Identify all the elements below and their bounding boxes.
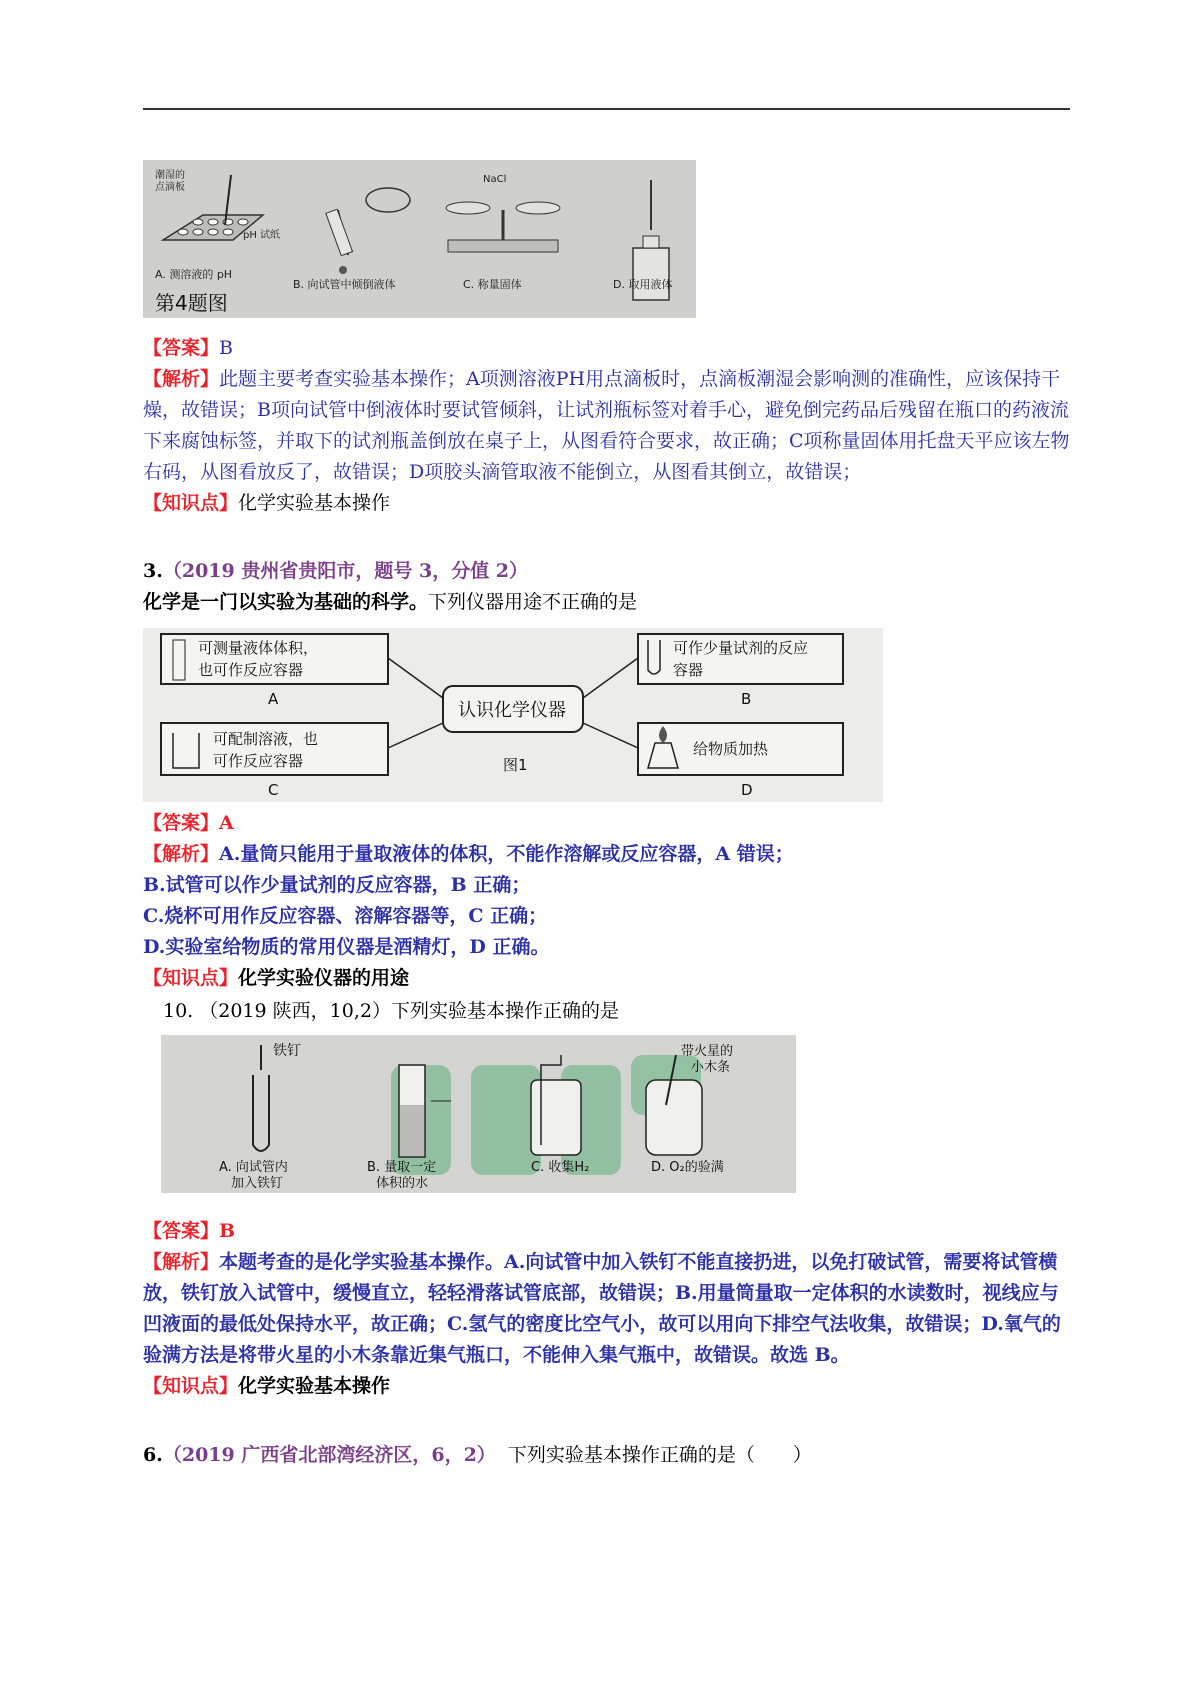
header-rule (143, 108, 1070, 110)
fig4-caption-b: B. 向试管中倾倒液体 (293, 278, 396, 291)
q3-analysis-line-1: 【解析】A.量筒只能用于量取液体的体积，不能作溶解或反应容器，A 错误； (143, 843, 794, 865)
q10-knowledge: 【知识点】化学实验基本操作 (143, 1375, 391, 1397)
svg-text:可作反应容器: 可作反应容器 (213, 752, 304, 770)
svg-text:可配制溶液，也: 可配制溶液，也 (213, 730, 319, 748)
q3-answer-block (143, 808, 1073, 994)
q10-splint-label: 带火星的 (681, 1044, 734, 1059)
svg-text:点滴板: 点滴板 (155, 182, 185, 193)
figure-q10-image (161, 1035, 796, 1193)
figure-q3-caption: 图1 (503, 756, 528, 774)
q3-analysis-line-3: C.烧杯可用作反应容器、溶解容器等，C 正确； (143, 905, 548, 927)
instrument-label-c: C (268, 781, 279, 799)
q10-answer-block (143, 1216, 1073, 1402)
center-text: 认识化学仪器 (458, 700, 566, 721)
q10-answer: 【答案】B (143, 1220, 236, 1242)
svg-text:体积的水: 体积的水 (376, 1176, 429, 1191)
instrument-label-b: B (741, 690, 752, 708)
q10-caption-b: B. 量取一定 (367, 1160, 437, 1175)
svg-text:可作少量试剂的反应: 可作少量试剂的反应 (673, 639, 809, 657)
q2-answer-block (143, 333, 1073, 519)
svg-text:可测量液体体积，: 可测量液体体积， (198, 639, 319, 657)
svg-text:给物质加热: 给物质加热 (693, 740, 769, 758)
q3-analysis-line-2: B.试管可以作少量试剂的反应容器，B 正确； (143, 874, 531, 896)
fig4-label-plate: 潮湿的 (155, 170, 185, 181)
q3-heading: 3.（2019 贵州省贵阳市，题号 3，分值 2） 化学是一门以实验为基础的科学。下列仪器用途不正确的是 (143, 560, 638, 613)
figure-q4-image (143, 160, 696, 318)
svg-text:NaCl: NaCl (483, 174, 507, 185)
svg-text:容器: 容器 (673, 661, 704, 679)
fig4-caption-d: D. 取用液体 (613, 278, 673, 291)
q10-analysis: 【解析】本题考查的是化学实验基本操作。A.向试管中加入铁钉不能直接扔进，以免打破试管，需要将试管横放，铁钉放入试管中，缓慢直立，轻轻滑落试管底部，故错误；B.用量筒量取一定体积的水读数时，视线应与凹液面的最低处保持水平，故正确；C.氢气的密度比空气小，故可以用向下排空气法收集，故错误；D.氧气的验满方法是将带火星的小木条靠近集气瓶口，不能伸入集气瓶中，故错误。故选 B。 (143, 1251, 1061, 1366)
q2-analysis: 【解析】此题主要考查实验基本操作；A项测溶液PH用点滴板时，点滴板潮湿会影响测的准确性，应该保持干燥，故错误；B项向试管中倒液体时要试管倾斜，让试剂瓶标签对着手心，避免倒完药品后残留在瓶口的药液流下来腐蚀标签，并取下的试剂瓶盖倒放在桌子上，从图看符合要求，故正确；C项称量固体用托盘天平应该左物右码，从图看放反了，故错误；D项胶头滴管取液不能倒立，从图看其倒立，故错误； (143, 368, 1070, 483)
q6-heading: 6.（2019 广西省北部湾经济区，6，2） 下列实验基本操作正确的是（ ） (143, 1444, 812, 1466)
svg-text:小木条: 小木条 (691, 1060, 731, 1075)
q10-caption-d: D. O₂的验满 (651, 1160, 724, 1175)
q10-nail-label: 铁钉 (273, 1043, 301, 1059)
svg-text:加入铁钉: 加入铁钉 (231, 1176, 284, 1191)
q2-answer: 【答案】B (143, 337, 233, 359)
q10-caption-c: C. 收集H₂ (531, 1160, 590, 1175)
instrument-label-d: D (741, 781, 753, 799)
q10-caption-a: A. 向试管内 (219, 1160, 288, 1175)
q10-heading: 10. （2019 陕西，10,2）下列实验基本操作正确的是 (163, 1000, 619, 1022)
fig4-caption: 第4题图 (155, 291, 228, 315)
fig4-caption-a: A. 测溶液的 pH (155, 268, 233, 281)
fig4-caption-c: C. 称量固体 (463, 278, 522, 291)
q3-knowledge: 【知识点】化学实验仪器的用途 (143, 967, 410, 989)
instrument-label-a: A (268, 690, 279, 708)
figure-q3-instruments (143, 628, 883, 802)
q3-analysis-line-4: D.实验室给物质的常用仪器是酒精灯，D 正确。 (143, 936, 550, 958)
q3-answer: 【答案】A (143, 812, 234, 834)
svg-text:pH 试纸: pH 试纸 (243, 230, 281, 241)
q2-knowledge: 【知识点】化学实验基本操作 (143, 492, 391, 514)
svg-text:也可作反应容器: 也可作反应容器 (198, 661, 304, 679)
